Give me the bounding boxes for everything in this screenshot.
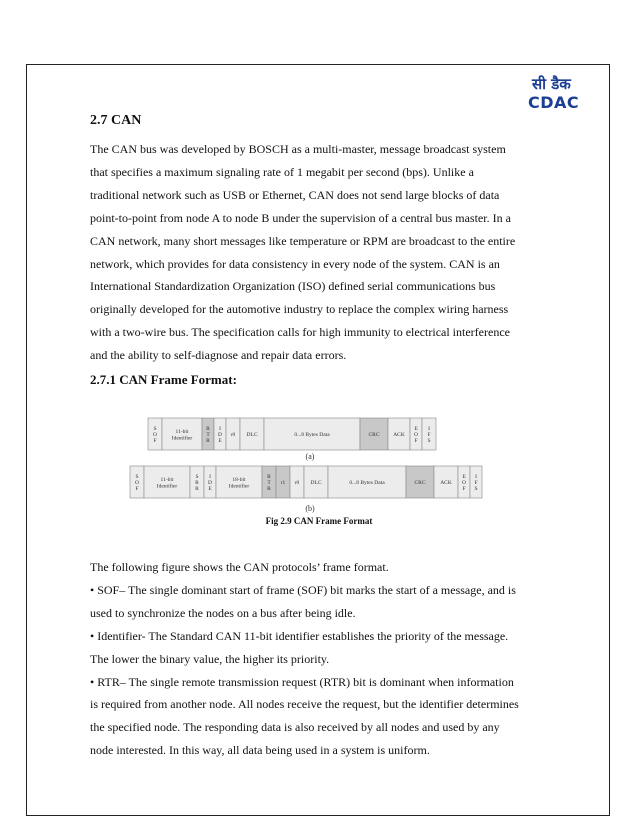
- frame-field-label: 0...8 Bytes Data: [349, 480, 385, 486]
- frame-field-label: 0...8 Bytes Data: [294, 432, 330, 438]
- frame-field-label: ACK: [440, 480, 452, 486]
- can-frame-diagram: [126, 414, 502, 516]
- frame-a: [148, 418, 436, 450]
- frame-field-label: S O F: [153, 426, 157, 444]
- frame-field-label: CRC: [368, 432, 380, 438]
- frame-a-label: (a): [305, 452, 315, 461]
- text-line: The following figure shows the CAN protocols’ frame format.: [90, 560, 389, 574]
- logo-hindi-text: सी डैक: [532, 75, 571, 93]
- text-line: is required from another node. All nodes receive the request, but the identifier determines: [90, 697, 519, 712]
- text-line: with a two-wire bus. The specification calls for high immunity to electrical interference: [90, 325, 510, 340]
- frame-field-label: 11-bit Identifier: [156, 476, 178, 490]
- text-line: point-to-point from node A to node B under the supervision of a central bus master. In a: [90, 210, 511, 225]
- frame-field-label: ACK: [393, 432, 405, 438]
- text-line: The lower the binary value, the higher its priority.: [90, 651, 330, 666]
- logo-brand-text: CDAC: [528, 93, 580, 112]
- frame-field-label: 18-bit Identifier: [228, 476, 250, 490]
- frame-field-label: I D E: [208, 474, 212, 492]
- frame-field-label: r0: [230, 432, 236, 438]
- text-line: originally developed for the automotive industry to replace the complex wiring harness: [90, 302, 509, 317]
- frame-b: [130, 466, 482, 498]
- bullet-line: • RTR– The single remote transmission request (RTR) bit is dominant when information: [90, 674, 514, 689]
- frame-field-label: DLC: [310, 480, 322, 486]
- frame-field-label: r1: [280, 480, 286, 486]
- frame-field-label: R T R: [206, 426, 210, 444]
- text-line: used to synchronize the nodes on a bus after being idle.: [90, 605, 356, 620]
- frame-field-label: CRC: [414, 480, 426, 486]
- subsection-heading: 2.7.1 CAN Frame Format:: [90, 372, 237, 387]
- figure-caption: Fig 2.9 CAN Frame Format: [265, 516, 373, 526]
- text-line: the specified node. The responding data is also received by all nodes and used by any: [90, 720, 500, 735]
- frame-field-label: S R R: [195, 474, 199, 492]
- section-heading: 2.7 CAN: [90, 113, 142, 128]
- text-line: traditional network such as USB or Ethernet, CAN does not send large blocks of data: [90, 187, 500, 202]
- body-paragraph: [90, 556, 540, 762]
- frame-field-label: S O F: [135, 474, 139, 492]
- frame-field-label: 11-bit Identifier: [171, 428, 193, 442]
- text-line: and the ability to self-diagnose and repair data errors.: [90, 348, 347, 363]
- bullet-line: • Identifier- The Standard CAN 11-bit identifier establishes the priority of the message.: [90, 628, 509, 643]
- text-line: International Standardization Organization (ISO) defined serial communications bus: [90, 279, 496, 294]
- cdac-logo: [528, 74, 584, 114]
- frame-field-label: R T R: [267, 474, 271, 492]
- text-line: CAN network, many short messages like temperature or RPM are broadcast to the entire: [90, 233, 516, 248]
- intro-paragraph: [90, 138, 540, 367]
- frame-field-label: E O F: [462, 474, 466, 492]
- frame-field-label: I F S: [427, 426, 431, 444]
- can-frame-figure: [126, 414, 502, 516]
- frame-field-label: DLC: [246, 432, 258, 438]
- frame-b-label: (b): [305, 504, 315, 513]
- frame-field-label: I D E: [218, 426, 222, 444]
- frame-field-label: r0: [294, 480, 300, 486]
- bullet-line: • SOF– The single dominant start of frame (SOF) bit marks the start of a message, and is: [90, 582, 516, 597]
- frame-field-label: E O F: [414, 426, 418, 444]
- text-line: node interested. In this way, all data being used in a system is uniform.: [90, 743, 430, 758]
- text-line: The CAN bus was developed by BOSCH as a multi-master, message broadcast system: [90, 142, 506, 156]
- frame-field-label: I F S: [474, 474, 478, 492]
- text-line: network, which provides for data consistency in every node of the system. CAN is an: [90, 256, 500, 271]
- text-line: that specifies a maximum signaling rate of 1 megabit per second (bps). Unlike a: [90, 164, 474, 179]
